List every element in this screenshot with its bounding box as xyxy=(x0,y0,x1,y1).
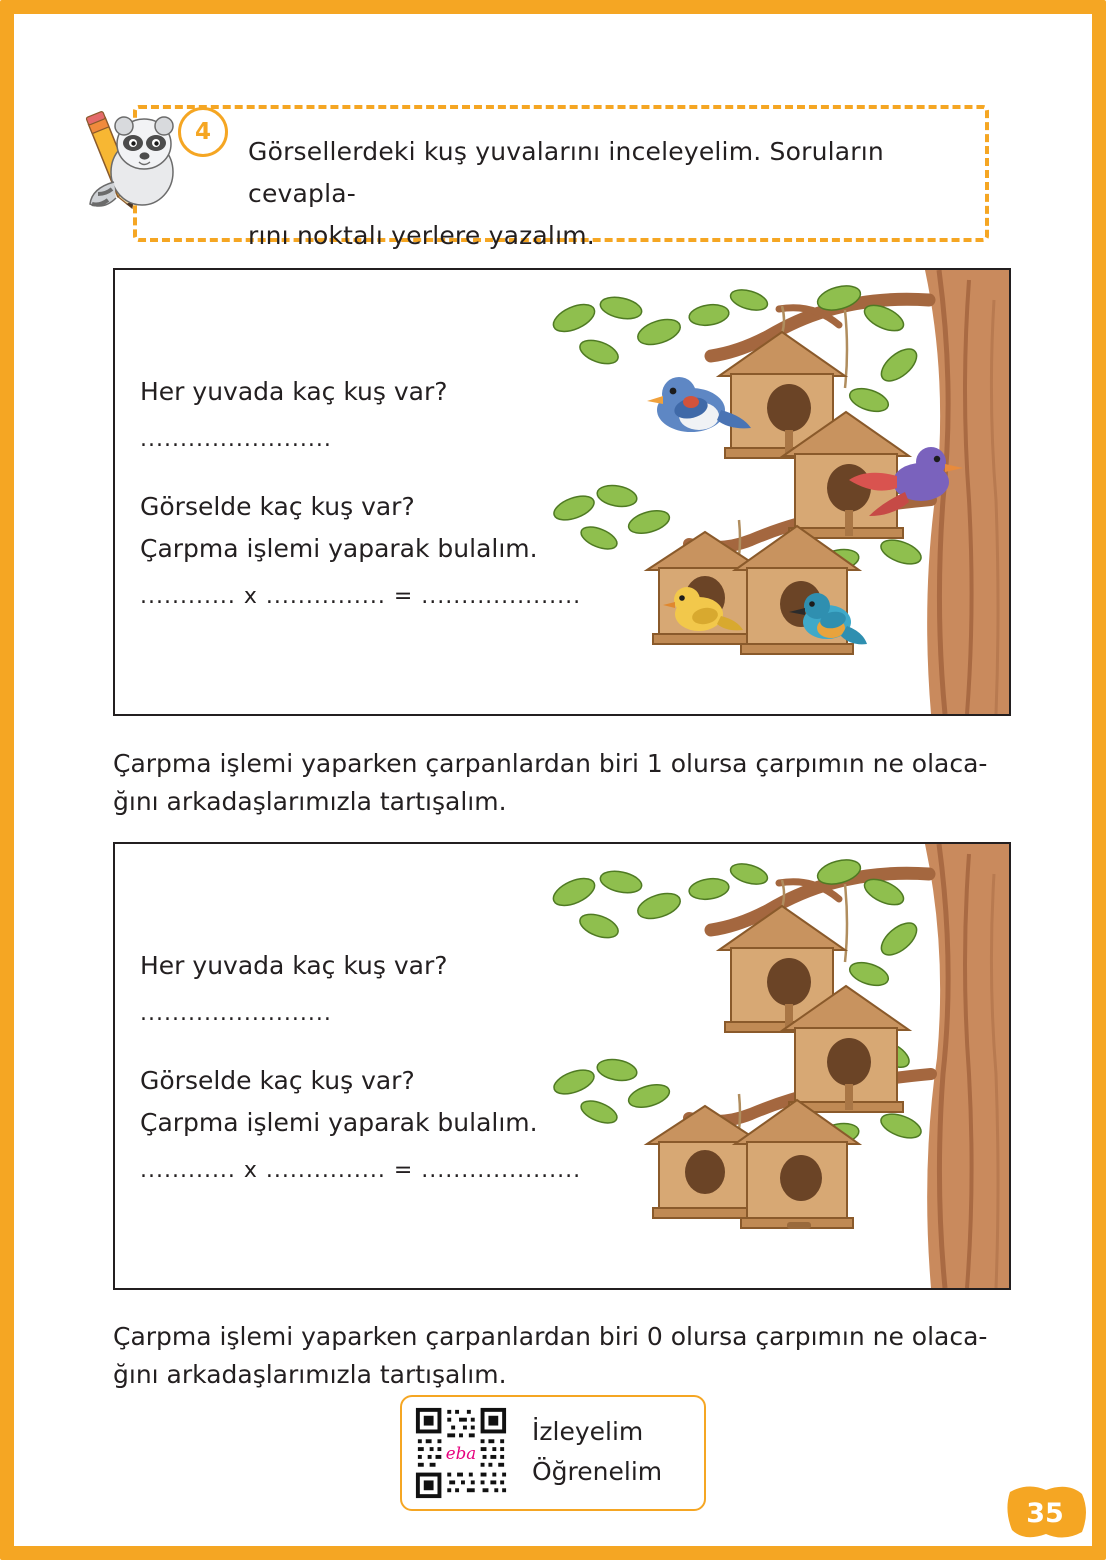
panel2-question-2: Görselde kaç kuş var? xyxy=(140,1066,415,1095)
panel1-equation-line[interactable]: ............ x ............... = .................... xyxy=(140,584,582,609)
activity-instruction-line-2: rını noktalı yerlere yazalım. xyxy=(248,221,595,250)
discussion-1-line-1: Çarpma işlemi yaparken çarpanlardan biri 1 olursa çarpımın ne olaca- xyxy=(113,749,988,778)
discussion-2-line-2: ğını arkadaşlarımızla tartışalım. xyxy=(113,1360,507,1389)
eba-line-2: Öğrenelim xyxy=(532,1457,663,1486)
activity-instruction-text xyxy=(248,131,978,257)
panel2-equation-line[interactable]: ............ x ............... = .................... xyxy=(140,1158,582,1183)
eba-logo-text: eba xyxy=(445,1443,477,1463)
panel2-question-2-sub: Çarpma işlemi yaparak bulalım. xyxy=(140,1108,538,1137)
discussion-2-line-1: Çarpma işlemi yaparken çarpanlardan biri 0 olursa çarpımın ne olaca- xyxy=(113,1322,988,1351)
activity-instruction-line-1: Görsellerdeki kuş yuvalarını inceleyelim. Soruların cevapla- xyxy=(248,137,884,208)
panel1-question-2: Görselde kaç kuş var? xyxy=(140,492,415,521)
qr-code-icon[interactable] xyxy=(412,1404,510,1502)
page-number-text: 35 xyxy=(1026,1497,1064,1529)
panel1-question-2-sub: Çarpma işlemi yaparak bulalım. xyxy=(140,534,538,563)
eba-line-1: İzleyelim xyxy=(532,1417,644,1446)
question-panel-1 xyxy=(113,268,1011,716)
panel1-question-1: Her yuvada kaç kuş var? xyxy=(140,377,448,406)
panel2-answer-dots-1[interactable]: ........................ xyxy=(140,1001,332,1026)
discussion-1-line-2: ğını arkadaşlarımızla tartışalım. xyxy=(113,787,507,816)
empty-bird-houses-illustration xyxy=(539,844,1009,1288)
panel1-answer-dots-1[interactable]: ........................ xyxy=(140,427,332,452)
activity-number-badge: 4 xyxy=(178,107,228,157)
panel2-question-1: Her yuvada kaç kuş var? xyxy=(140,951,448,980)
raccoon-with-pencil-icon xyxy=(78,100,188,215)
eba-label xyxy=(532,1412,662,1492)
question-panel-2 xyxy=(113,842,1011,1290)
discussion-paragraph-2 xyxy=(113,1318,1013,1394)
bird-houses-with-birds-illustration xyxy=(539,270,1009,714)
page-number-badge xyxy=(1002,1482,1088,1544)
discussion-paragraph-1 xyxy=(113,745,1013,821)
